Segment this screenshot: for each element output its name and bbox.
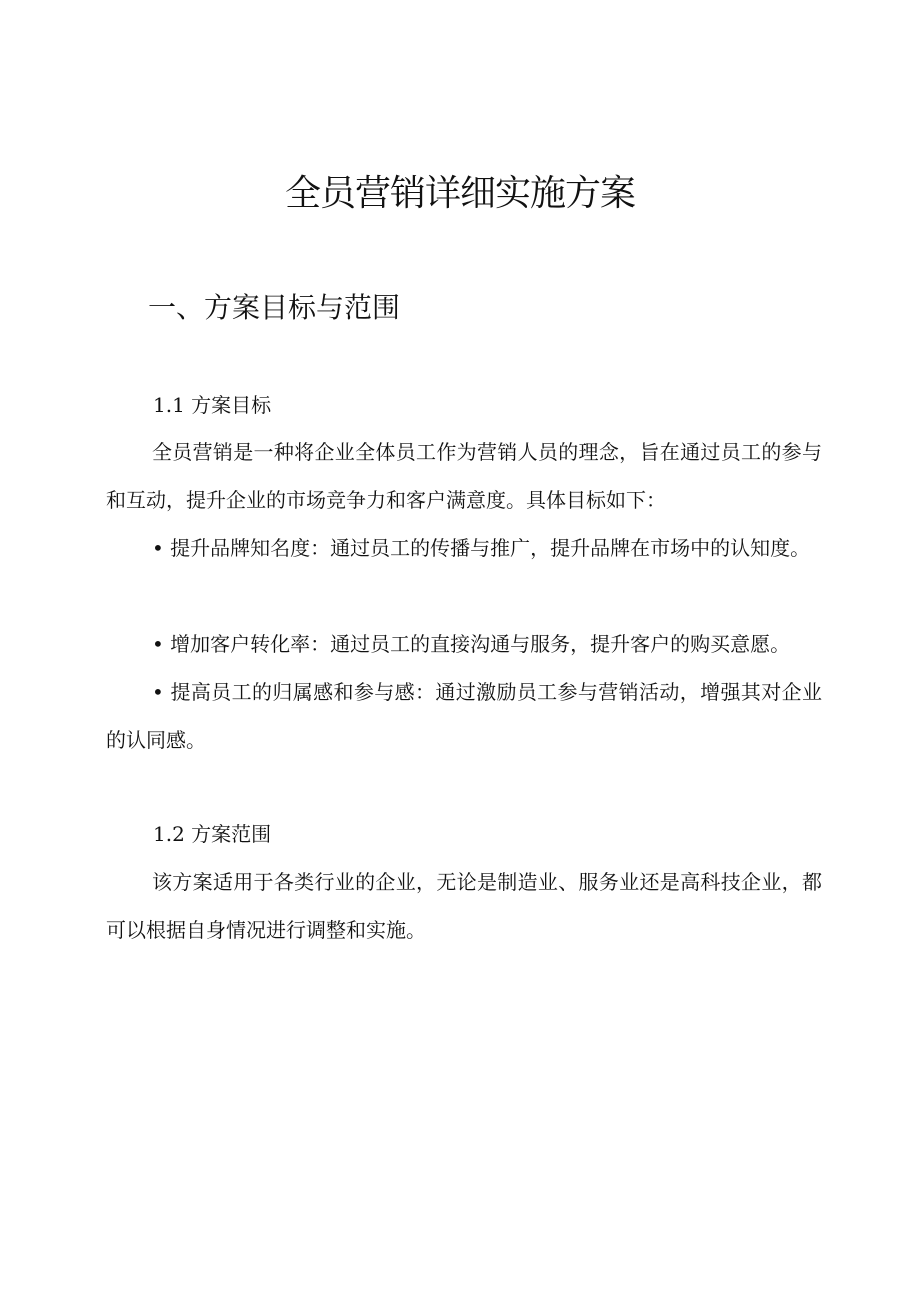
goal-bullet-brand: • 提升品牌知名度：通过员工的传播与推广，提升品牌在市场中的认知度。 [152, 536, 811, 560]
goal-bullet-belonging: • 提高员工的归属感和参与感：通过激励员工参与营销活动，增强其对企业的认同感。 [106, 680, 822, 752]
goals-intro-paragraph: 全员营销是一种将企业全体员工作为营销人员的理念，旨在通过员工的参与和互动，提升企业的市场竞争力和客户满意度。具体目标如下： [106, 440, 822, 512]
goal-bullet-conversion: • 增加客户转化率：通过员工的直接沟通与服务，提升客户的购买意愿。 [152, 632, 791, 656]
document-title: 全员营销详细实施方案 [284, 173, 635, 214]
subsection-heading-goals: 1.1 方案目标 [153, 393, 272, 417]
section-heading: 一、方案目标与范围 [148, 291, 401, 324]
subsection-heading-scope: 1.2 方案范围 [153, 822, 272, 846]
scope-paragraph: 该方案适用于各类行业的企业，无论是制造业、服务业还是高科技企业，都可以根据自身情况进行调整和实施。 [106, 870, 822, 942]
